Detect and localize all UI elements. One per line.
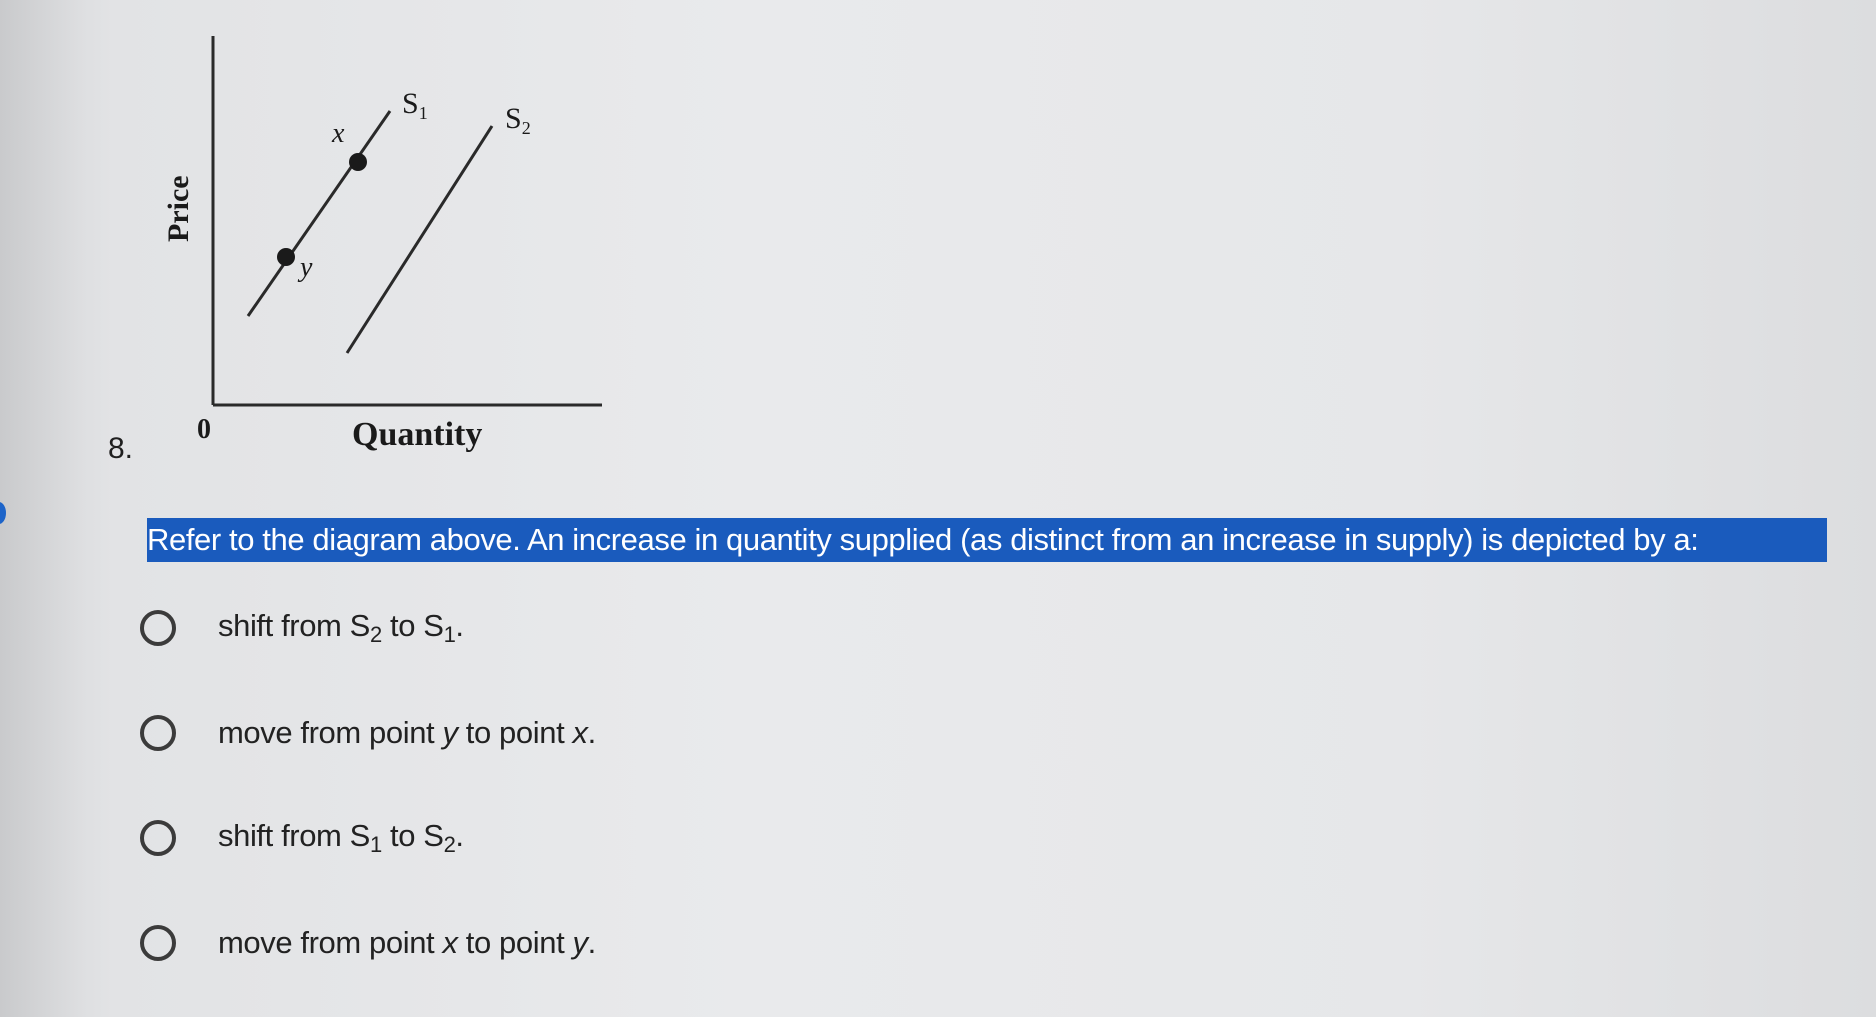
left-shadow <box>0 0 88 1017</box>
radio-button[interactable] <box>140 715 176 751</box>
option-label: move from point y to point x. <box>218 715 596 750</box>
option-move-y-to-x[interactable] <box>140 707 596 759</box>
point-y-label: y <box>300 252 313 283</box>
option-label: shift from $S_2$ to $S_1$. <box>218 608 464 647</box>
question-prompt: Refer to the diagram above. An increase in quantity supplied (as distinct from an increase in supply) is depicted by a: <box>147 518 1827 562</box>
option-label: shift from $S_1$ to $S_2$. <box>218 818 464 857</box>
s2-label: $S_2$ <box>505 102 531 138</box>
option-move-x-to-y[interactable] <box>140 917 596 969</box>
x-axis-label: Quantity <box>352 416 483 453</box>
point-x <box>349 153 367 171</box>
origin-label: 0 <box>197 414 211 445</box>
radio-button[interactable] <box>140 925 176 961</box>
supply-diagram-svg <box>140 20 620 470</box>
s1-label: $S_1$ <box>402 87 428 123</box>
option-label: move from point x to point y. <box>218 925 596 960</box>
point-y <box>277 248 295 266</box>
radio-button[interactable] <box>140 610 176 646</box>
option-shift-s1-to-s2[interactable] <box>140 812 464 864</box>
supply-curve-s1 <box>248 111 390 316</box>
y-axis-label: Price <box>162 175 195 242</box>
option-shift-s2-to-s1[interactable] <box>140 602 464 654</box>
question-number: 8. <box>108 432 134 465</box>
supply-curve-s2 <box>347 126 492 353</box>
point-x-label: x <box>332 118 345 149</box>
supply-diagram <box>140 20 620 475</box>
radio-button[interactable] <box>140 820 176 856</box>
